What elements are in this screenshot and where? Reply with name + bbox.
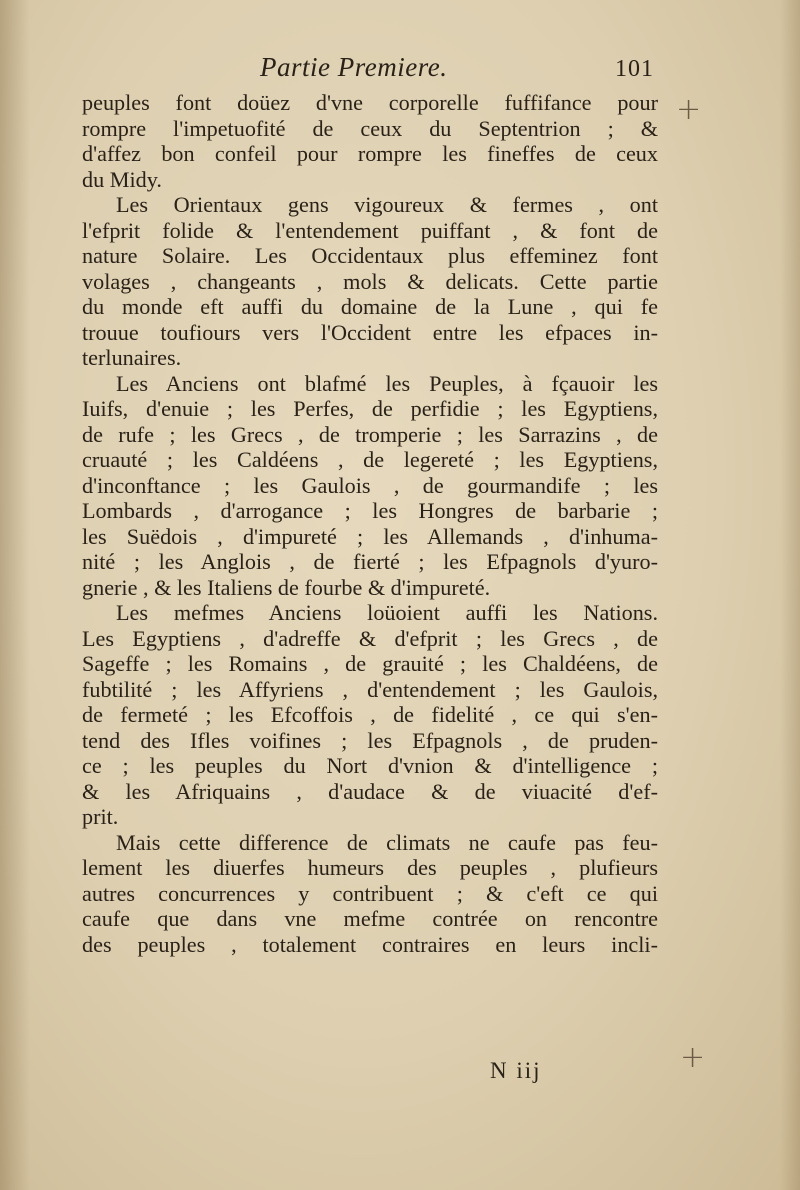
running-head: Partie Premiere.	[260, 52, 448, 82]
text-line: Les mefmes Anciens loüoient auffi les Nations.	[116, 600, 658, 625]
text-line: fubtilité ; les Affyriens , d'entendement ; les Gaulois,	[82, 676, 658, 702]
text-line: de rufe ; les Grecs , de tromperie ; les Sarrazins , de	[82, 421, 658, 447]
text-line: peuples font doüez d'vne corporelle fuffifance pour	[82, 90, 658, 115]
text-line: d'affez bon confeil pour rompre les fineffes de ceux	[82, 141, 658, 166]
page-number: 101	[615, 56, 654, 82]
text-line: nité ; les Anglois , de fierté ; les Efpagnols d'yuro-	[82, 549, 658, 574]
text-line: volages , changeants , mols & delicats. Cette partie	[82, 268, 658, 294]
page-header	[88, 52, 658, 92]
text-line: caufe que dans vne mefme contrée on rencontre	[82, 906, 658, 931]
text-line: terlunaires.	[82, 345, 182, 370]
text-line: rompre l'impetuofité de ceux du Septentrion ; &	[82, 115, 658, 141]
page-body	[82, 90, 658, 957]
text-line: du monde eft auffi du domaine de la Lune , qui fe	[82, 294, 658, 319]
margin-cross-mark: +	[676, 92, 702, 127]
signature-mark: N iij	[490, 1058, 542, 1083]
text-line: Lombards , d'arrogance ; les Hongres de barbarie ;	[82, 498, 658, 523]
text-line: l'efprit folide & l'entendement puiffant , & font de	[82, 217, 658, 243]
text-line: nature Solaire. Les Occidentaux plus effeminez font	[82, 243, 658, 268]
text-line: lement les diuerfes humeurs des peuples , plufieurs	[82, 855, 658, 880]
text-line: du Midy.	[82, 166, 162, 192]
text-line: Les Anciens ont blafmé les Peuples, à fçauoir les	[116, 370, 658, 396]
text-line: Les Egyptiens , d'adreffe & d'efprit ; les Grecs , de	[82, 625, 658, 651]
text-line: Les Orientaux gens vigoureux & fermes , ont	[116, 192, 658, 217]
page-edge-shadow	[780, 0, 800, 1190]
text-line: tend des Ifles voifines ; les Efpagnols , de pruden-	[82, 727, 658, 753]
text-line: les Suëdois , d'impureté ; les Allemands , d'inhuma-	[82, 523, 658, 549]
text-line: trouue toufiours vers l'Occident entre les efpaces in-	[82, 319, 658, 345]
text-line: Mais cette difference de climats ne caufe pas feu-	[116, 829, 658, 855]
text-line: Sageffe ; les Romains , de grauité ; les Chaldéens, de	[82, 651, 658, 676]
text-line: de fermeté ; les Efcoffois , de fidelité , ce qui s'en-	[82, 702, 658, 727]
text-line: des peuples , totalement contraires en leurs incli-	[82, 931, 658, 957]
text-line: gnerie , & les Italiens de fourbe & d'impureté.	[82, 574, 491, 600]
text-line: autres concurrences y contribuent ; & c'eft ce qui	[82, 880, 658, 906]
margin-cross-mark: +	[680, 1040, 706, 1075]
text-line: Iuifs, d'enuie ; les Perfes, de perfidie ; les Egyptiens,	[82, 396, 658, 421]
text-line: ce ; les peuples du Nort d'vnion & d'intelligence ;	[82, 753, 658, 778]
text-line: d'inconftance ; les Gaulois , de gourmandife ; les	[82, 472, 658, 498]
text-line: & les Afriquains , d'audace & de viuacité d'ef-	[82, 778, 658, 804]
text-line: cruauté ; les Caldéens , de legereté ; les Egyptiens,	[82, 447, 658, 472]
text-line: prit.	[82, 804, 119, 829]
page-gutter-shadow	[0, 0, 30, 1190]
